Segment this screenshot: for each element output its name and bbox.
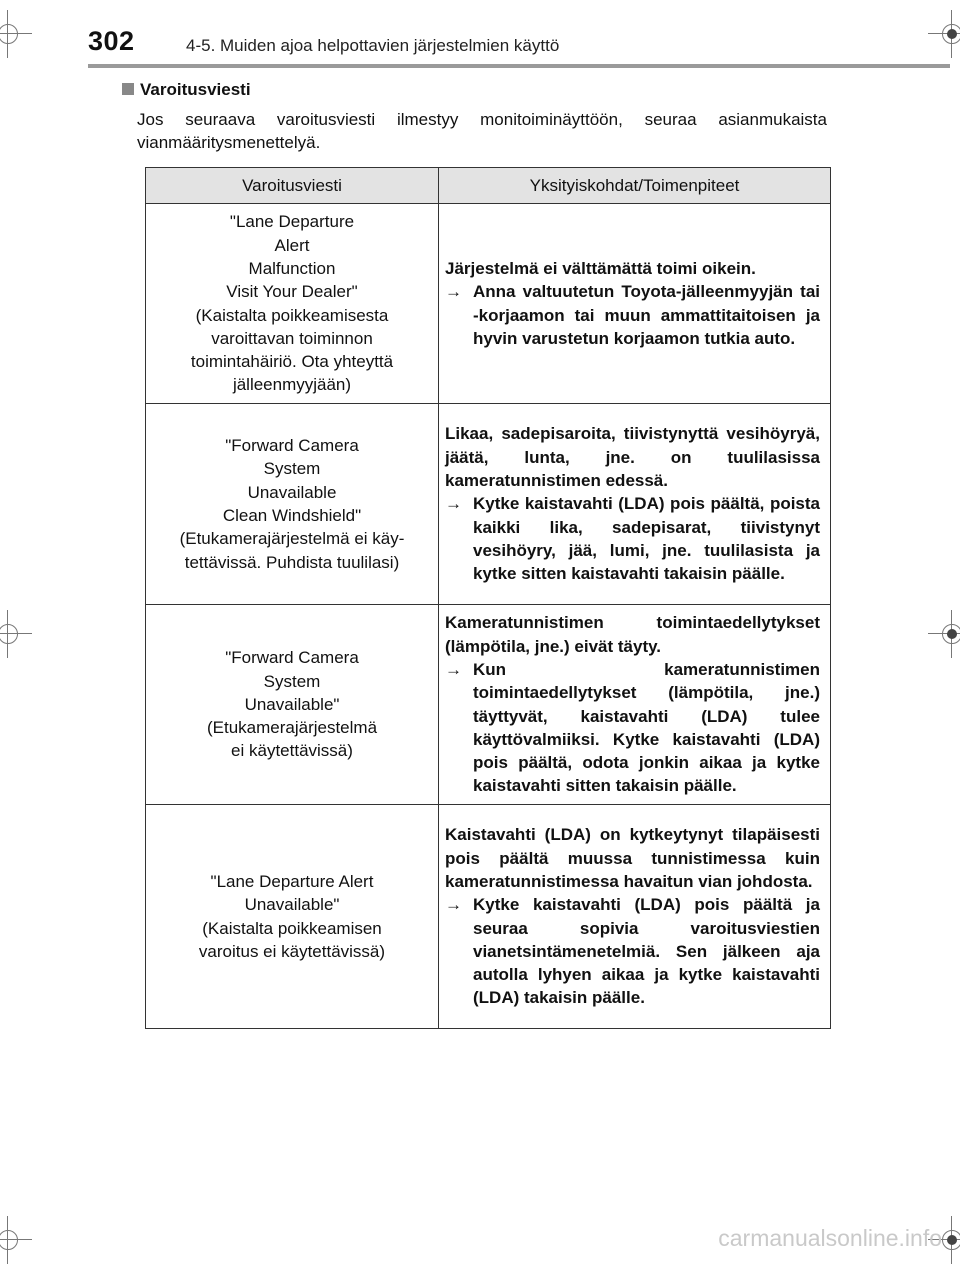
message-line: System bbox=[263, 459, 321, 479]
section-intro: Jos seuraava varoitusviesti ilmestyy monitoiminäyttöön, seuraa asianmukaista vianmääritysmenettelyä. bbox=[137, 110, 827, 152]
message-line: varoittavan toiminnon bbox=[211, 328, 373, 348]
message-line: (Etukamerajärjestelmä ei käy- bbox=[179, 529, 405, 549]
registration-mark-mid-left bbox=[0, 622, 20, 646]
details-cell bbox=[439, 404, 831, 605]
details-cell bbox=[439, 204, 831, 404]
message-line: Malfunction bbox=[248, 258, 336, 278]
registration-mark-bottom-left bbox=[0, 1228, 20, 1252]
warning-message-cell bbox=[146, 605, 439, 805]
arrow-right-icon: → bbox=[445, 659, 462, 679]
section-heading bbox=[122, 80, 251, 100]
header-details-actions: Yksityiskohdat/Toimenpiteet bbox=[439, 168, 831, 204]
header-rule bbox=[88, 64, 950, 68]
arrow-right-icon: → bbox=[445, 494, 462, 514]
message-line: System bbox=[263, 671, 321, 691]
chapter-title: 4-5. Muiden ajoa helpottavien järjestelmien käyttö bbox=[186, 36, 560, 55]
warning-message-cell bbox=[146, 805, 439, 1029]
action-item bbox=[445, 893, 820, 1009]
table-row bbox=[146, 805, 831, 1029]
message-line: "Lane Departure bbox=[229, 212, 355, 232]
message-line: Unavailable" bbox=[244, 895, 340, 915]
action-text: Anna valtuutetun Toyota-jälleenmyyjän tai -korjaamon tai muun ammattitaitoisen ja hyvin varustetun korjaamon tutkia auto. bbox=[473, 282, 820, 348]
message-line: Unavailable" bbox=[244, 694, 340, 714]
message-line: "Forward Camera bbox=[225, 436, 359, 456]
action-text: Kytke kaistavahti (LDA) pois päältä, poista kaikki lika, sadepisarat, tiivistynyt vesihöyry, jää, lumi, jne. tuulilasista ja kytke sitten kaistavahti takaisin päälle. bbox=[473, 494, 820, 584]
condition-text: Kameratunnistimen toimintaedellytykset (lämpötila, jne.) eivät täyty. bbox=[445, 613, 820, 656]
square-bullet-icon bbox=[122, 83, 134, 95]
message-line: "Lane Departure Alert bbox=[210, 871, 374, 891]
action-text: Kun kameratunnistimen toimintaedellytykset (lämpötila, jne.) täyttyvät, kaistavahti (LDA) tulee käyttövalmiiksi. Kytke kaistavahti (LDA) pois päältä, odota jonkin aikaa ja kytke kaistavahti sitten takaisin päälle. bbox=[473, 659, 820, 796]
registration-mark-mid-right bbox=[940, 622, 960, 646]
watermark: carmanualsonline.info bbox=[718, 1225, 942, 1251]
arrow-right-icon: → bbox=[445, 282, 462, 302]
message-line: Visit Your Dealer" bbox=[226, 282, 358, 302]
details-cell bbox=[439, 605, 831, 805]
message-line: toimintahäiriö. Ota yhteyttä bbox=[190, 352, 394, 372]
registration-mark-top-right bbox=[940, 22, 960, 46]
registration-mark-bottom-right bbox=[940, 1228, 960, 1252]
warning-message-cell bbox=[146, 204, 439, 404]
action-item bbox=[445, 492, 820, 585]
table-row bbox=[146, 605, 831, 805]
condition-text: Järjestelmä ei välttämättä toimi oikein. bbox=[445, 258, 756, 278]
message-line: varoitus ei käytettävissä) bbox=[198, 941, 386, 961]
message-line: (Kaistalta poikkeamisesta bbox=[195, 305, 389, 325]
warning-message-cell bbox=[146, 404, 439, 605]
message-line: (Etukamerajärjestelmä bbox=[206, 718, 378, 738]
section-title: Varoitusviesti bbox=[140, 80, 251, 99]
message-line: tettävissä. Puhdista tuulilasi) bbox=[184, 552, 400, 572]
details-cell bbox=[439, 805, 831, 1029]
message-line: Unavailable bbox=[247, 482, 337, 502]
table-header-row bbox=[146, 168, 831, 204]
message-line: Alert bbox=[274, 235, 310, 255]
condition-text: Likaa, sadepisaroita, tiivistynyttä vesihöyryä, jäätä, lunta, jne. on tuulilasissa kameratunnistimen edessä. bbox=[445, 424, 820, 491]
page-number: 302 bbox=[88, 26, 135, 56]
arrow-right-icon: → bbox=[445, 895, 462, 915]
warning-message-table bbox=[145, 167, 831, 1029]
message-line: (Kaistalta poikkeamisen bbox=[202, 918, 382, 938]
action-item bbox=[445, 658, 820, 798]
action-item bbox=[445, 280, 820, 350]
table-row bbox=[146, 204, 831, 404]
message-line: jälleenmyyjään) bbox=[232, 375, 352, 395]
condition-text: Kaistavahti (LDA) on kytkeytynyt tilapäisesti pois päältä muussa tunnistimessa kuin kameratunnistimessa havaitun vian johdosta. bbox=[445, 825, 820, 891]
message-line: ei käytettävissä) bbox=[231, 741, 353, 761]
registration-mark-top-left bbox=[0, 22, 20, 46]
header-warning-message: Varoitusviesti bbox=[146, 168, 439, 204]
message-line: Clean Windshield" bbox=[222, 506, 362, 525]
message-line: "Forward Camera bbox=[225, 648, 359, 668]
action-text: Kytke kaistavahti (LDA) pois päältä ja seuraa sopivia varoitusviestien vianetsintämenetelmiä. Sen jälkeen aja autolla lyhyen aikaa ja kytke kaistavahti (LDA) takaisin päälle. bbox=[473, 895, 820, 1008]
table-row bbox=[146, 404, 831, 605]
